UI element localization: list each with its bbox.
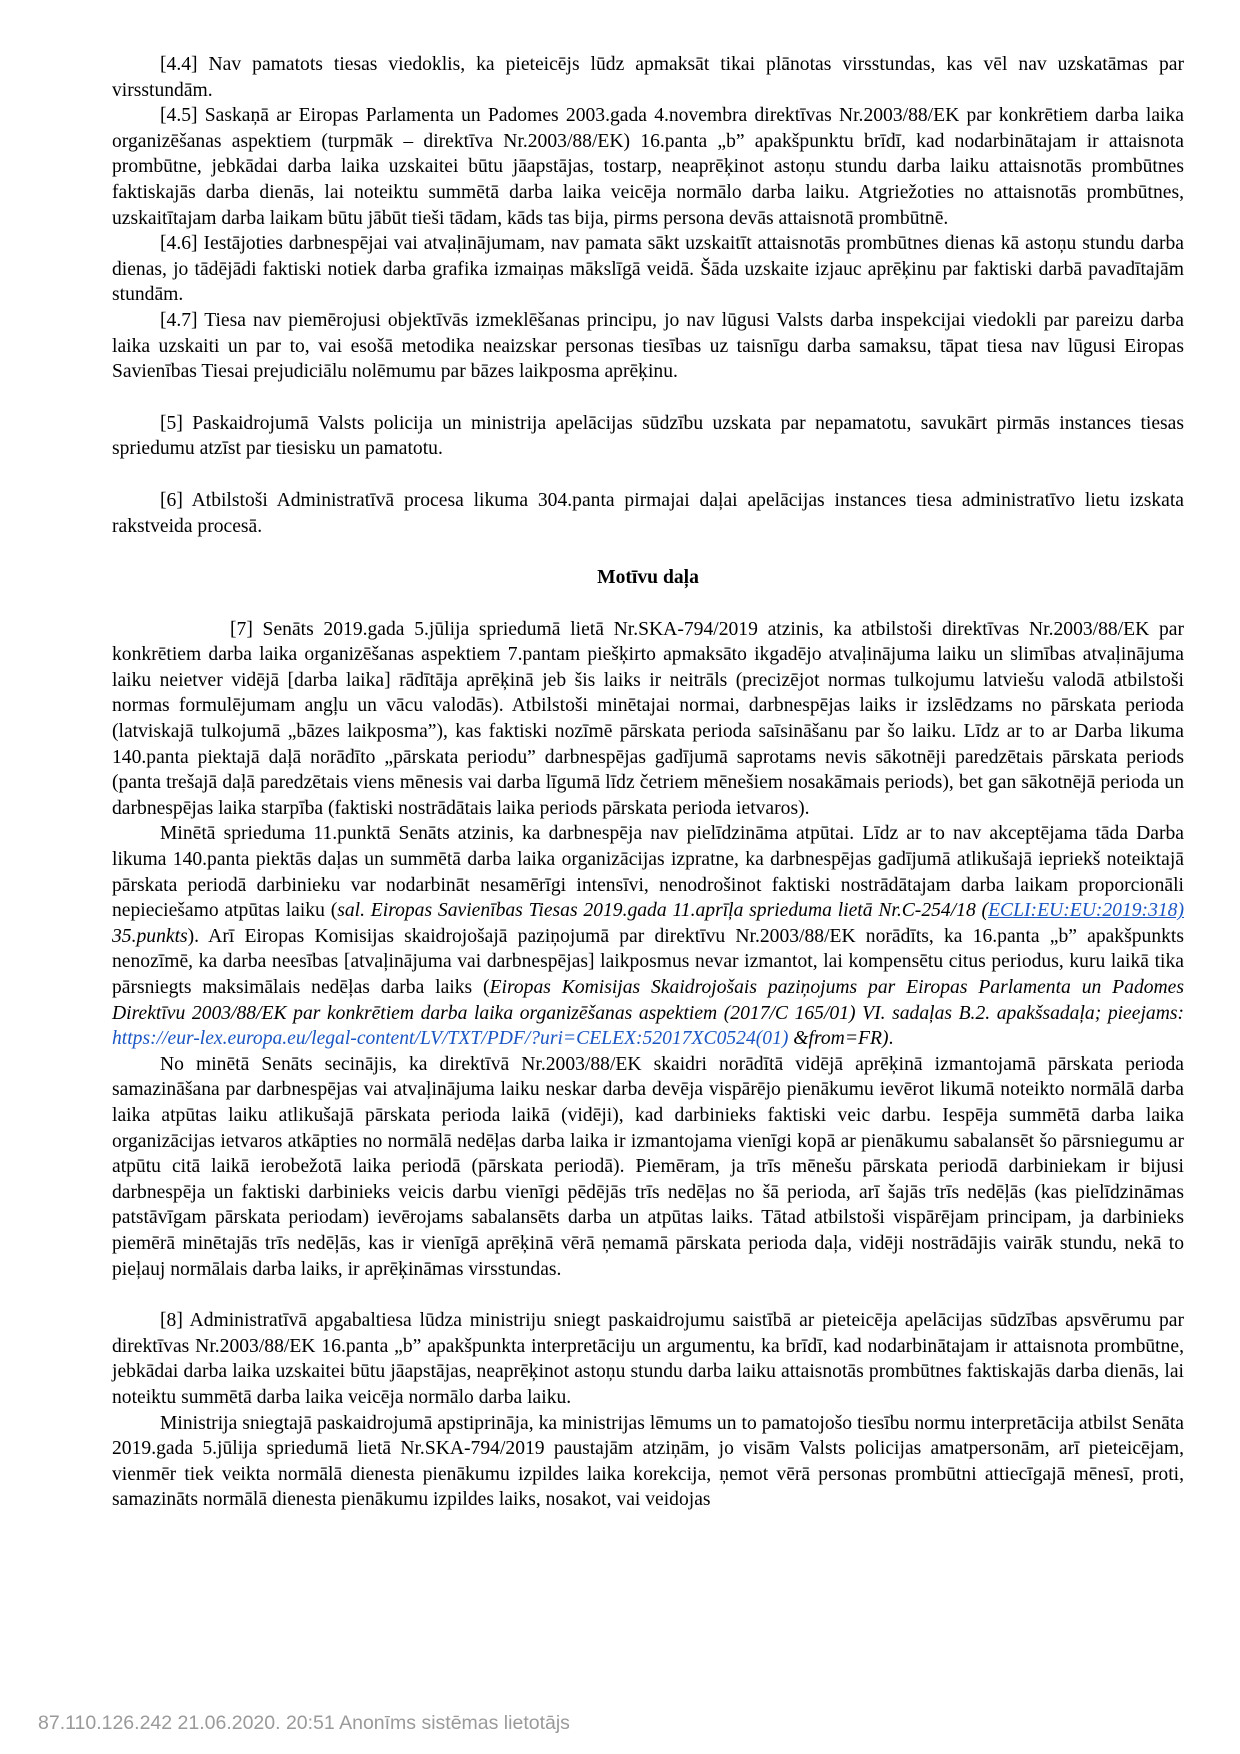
paragraph-7-citation: Minētā sprieduma 11.punktā Senāts atzinis, ka darbnespēja nav pielīdzināma atpūtai. Līdz ar to nav akceptējama tāda Darba likuma 140.panta piektās daļas un summētā darba laika organizācijas izpratne, ka darbnespējas gadījumā atlikušajā iepriekš noteiktajā pārskata periodā darbinieku var nodarbināt nesamērīgi intensīvi, nenodrošinot faktiski nostrādātajam darba laikam proporcionāli nepieciešamo atpūtas laiku (sal. Eiropas Savienības Tiesas 2019.gada 11.aprīļa sprieduma lietā Nr.C-254/18 (ECLI:EU:EU:2019:318) 35.punkts). Arī Eiropas Komisijas skaidrojošajā paziņojumā par direktīvu Nr.2003/88/EK norādīts, ka 16.panta „b” apakšpunkts nenozīmē, ka darba neesības [atvaļinājuma vai darbnespējas] laikposmus nevar izmantot, lai kompensētu citus periodus, kuru laikā tika pārsniegts maksimālais nedēļas darba laiks (Eiropas Komisijas Skaidrojošais paziņojums par Eiropas Parlamenta un Padomes Direktīvu 2003/88/EK par konkrētiem darba laika organizēšanas aspektiem (2017/C 165/01) VI. sadaļas B.2. apakšsadaļa; pieejams: https://eur-lex.europa.eu/legal-content/LV/TXT/PDF/?uri=CELEX:52017XC0524(01) &from=FR). bbox=[112, 823, 1185, 1050]
eur-lex-link[interactable]: https://eur-lex.europa.eu/legal-content/LV/TXT/PDF/?uri=CELEX:52017XC0524(01) bbox=[112, 1028, 789, 1050]
paragraph-5: [5] Paskaidrojumā Valsts policija un ministrija apelācijas sūdzību uzskata par nepamatotu, savukārt pirmās instances tiesas spriedumu atzīst par tiesisku un pamatotu. bbox=[112, 412, 1184, 460]
paragraph-spacer bbox=[112, 385, 1184, 411]
paragraph-spacer bbox=[112, 591, 1184, 617]
paragraph-4-4: [4.4] Nav pamatots tiesas viedoklis, ka pieteicējs lūdz apmaksāt tikai plānotas virsstundas, kas vēl nav uzskatāmas par virsstundām. bbox=[112, 54, 1184, 101]
paragraph-4-5: [4.5] Saskaņā ar Eiropas Parlamenta un Padomes 2003.gada 4.novembra direktīvas Nr.2003/88/EK par konkrētiem darba laika organizēšanas aspektiem (turpmāk – direktīva Nr.2003/88/EK) 16.panta „b” apakšpunktu brīdī, kad nodarbinātajam ir attaisnota prombūtne, jebkādai darba laika uzskaitei būtu jāapstājas, tostarp, neaprēķinot astoņu stundu darba laiku attaisnotās prombūtnes faktiskajās darba dienās, lai noteiktu summētā darba laika veicēja normālo darba laiku. Atgriežoties no attaisnotās prombūtnes, uzskaitītajam darba laikam būtu jābūt tieši tādam, kāds tas bija, pirms persona devās attaisnotā prombūtnē. bbox=[112, 105, 1184, 229]
access-footer: 87.110.126.242 21.06.2020. 20:51 Anonīms sistēmas lietotājs bbox=[38, 1712, 570, 1734]
section-heading: Motīvu daļa bbox=[597, 567, 699, 589]
paragraph-4-7: [4.7] Tiesa nav piemērojusi objektīvās izmeklēšanas principu, jo nav lūgusi Valsts darba inspekcijai viedokli par pareizu darba laika uzskaiti un par to, vai esošā metodika neaizskar personas tiesības uz taisnīgu darba samaksu, tāpat tiesa nav lūgusi Eiropas Savienības Tiesai prejudiciālu nolēmumu par bāzes laikposma aprēķinu. bbox=[112, 309, 1184, 383]
paragraph-7: [7] Senāts 2019.gada 5.jūlija spriedumā lietā Nr.SKA-794/2019 atzinis, ka atbilstoši direktīvas Nr.2003/88/EK par konkrētiem darba laika organizēšanas aspektiem 7.pantam piešķirto apmaksāto ikgadējo atvaļinājuma laiku un slimības atvaļinājuma laiku neietver vidējā [darba laika] rādītāja aprēķinā jeb šis laiks ir neitrāls (precizējot normas tulkojumu latviešu valodā atbilstoši normas formulējumam angļu un vācu valodās). Atbilstoši minētajai normai, darbnespējas laiks ir izslēdzams no pārskata perioda (latviskajā tulkojumā „bāzes laikposma”), kas faktiski nozīmē pārskata perioda saīsināšanu par šo laiku. Līdz ar to ar Darba likuma 140.panta piektajā daļā norādīto „pārskata periodu” darbnespējas gadījumā saprotams nevis sākotnēji paredzētais pārskata periods (panta trešajā daļā paredzētais viens mēnesis vai darba līgumā līdz četriem mēnešiem nosakāmais periods), bet gan sākotnējā perioda un darbnespējas laika starpība (faktiski nostrādātais laika periods pārskata perioda ietvaros). bbox=[112, 618, 1184, 819]
paragraph-spacer bbox=[112, 462, 1184, 488]
paragraph-8: [8] Administratīvā apgabaltiesa lūdza ministriju sniegt paskaidrojumu saistībā ar pieteicēja apelācijas sūdzības apsvērumu par direktīvas Nr.2003/88/EK 16.panta „b” apakšpunkta interpretāciju un argumentu, ka brīdī, kad nodarbinātajam ir attaisnota prombūtne, jebkādai darba laika uzskaitei būtu jāapstājas, neaprēķinot astoņu stundu darba laiku attaisnotās prombūtnes faktiskajās darba dienās, lai noteiktu summētā darba laika veicēja normālo darba laiku. bbox=[112, 1310, 1184, 1408]
commission-citation: Eiropas Komisijas Skaidrojošais paziņojums par Eiropas Parlamenta un Padomes Direktīvu 2003/88/EK par konkrētiem darba laika organizēšanas aspektiem (2017/C 165/01) VI. sadaļas B.2. apakšsadaļa; pieejams: https://eur-lex.europa.eu/legal-content/LV/TXT/PDF/?uri=CELEX:52017XC0524(01) &from=FR) bbox=[112, 977, 1185, 1050]
paragraph-4-6: [4.6] Iestājoties darbnespējai vai atvaļinājumam, nav pamata sākt uzskaitīt attaisnotās prombūtnes dienas kā astoņu stundu darba dienas, jo tādējādi faktiski notiek darba grafika izmaiņas mākslīgā veidā. Šāda uzskaite izjauc aprēķinu par faktiski darbā pavadītajām stundām. bbox=[112, 233, 1184, 306]
paragraph-8-ministry: Ministrija sniegtajā paskaidrojumā apstiprināja, ka ministrijas lēmums un to pamatojošo tiesību normu interpretācija atbilst Senāta 2019.gada 5.jūlija spriedumā lietā Nr.SKA-794/2019 paustajām atziņām, jo visām Valsts policijas amatpersonām, arī pieteicējam, vienmēr tiek veikta normālā dienesta pienākumu izpildes laika korekcija, ņemot vērā personas prombūtni attiecīgajā mēnesī, proti, samazināts normālā dienesta pienākumu izpildes laiks, nosakot, vai veidojas bbox=[112, 1412, 1184, 1511]
paragraph-7-citation-middle: ). Arī Eiropas Komisijas skaidrojošajā paziņojumā par direktīvu Nr.2003/88/EK norādīts, ka 16.panta „b” apakšpunkts nenozīmē, ka darba neesības [atvaļinājuma vai darbnespējas] laikposmus nevar izmantot, lai kompensētu citus periodus, kuru laikā tika pārsniegts maksimālais nedēļas darba laiks ( bbox=[112, 925, 1184, 998]
paragraph-spacer bbox=[112, 539, 1184, 565]
paragraph-7-citation-start: Minētā sprieduma 11.punktā Senāts atzinis, ka darbnespēja nav pielīdzināma atpūtai. Līdz ar to nav akceptējama tāda Darba likuma 140.panta piektās daļas un summētā darba laika organizācijas izpratne, ka darbnespējas gadījumā atlikušajā iepriekš noteiktajā pārskata periodā darbinieku var nodarbināt nesamērīgi intensīvi, nenodrošinot faktiski nostrādātajam darba laikam proporcionāli nepieciešamo atpūtas laiku ( bbox=[112, 823, 1184, 922]
ecli-link[interactable]: ECLI:EU:EU:2019:318) bbox=[988, 900, 1184, 922]
document-body bbox=[112, 52, 1184, 1513]
paragraph-6: [6] Atbilstoši Administratīvā procesa likuma 304.panta pirmajai daļai apelācijas instances tiesa administratīvo lietu izskata rakstveida procesā. bbox=[112, 489, 1184, 537]
court-citation: sal. Eiropas Savienības Tiesas 2019.gada 11.aprīļa sprieduma lietā Nr.C-254/18 (ECLI:EU:EU:2019:318) 35.punkts bbox=[112, 900, 1184, 947]
paragraph-spacer bbox=[112, 1282, 1184, 1308]
paragraph-7-conclusion: No minētā Senāts secinājis, ka direktīvā Nr.2003/88/EK skaidri norādītā vidējā aprēķinā izmantojamā pārskata perioda samazināšana par darbnespējas vai atvaļinājuma laiku neskar darba devēja vispārējo pienākumu ievērot likumā noteikto normālā darba laika atpūtas laiku atlikušajā pārskata perioda laikā (vidēji), kad darbinieks faktiski veic darbu. Iespēja summētā darba laika organizācijas ietvaros atkāpties no normālā nedēļas darba laika ir izmantojama vienīgi kopā ar pienākumu sabalansēt šo pārsniegumu ar atpūtu citā laikā ierobežotā laika periodā (pārskata periodā). Piemēram, ja trīs mēnešu pārskata periodā darbiniekam ir bijusi darbnespēja un faktiski darbinieks veicis darbu vienīgi pēdējās trīs nedēļas no šā perioda, arī šajās trīs nedēļās (kas pielīdzināmas patstāvīgam pārskata periodam) ievērojams sabalansēts darba un atpūtas laiks. Tātad atbilstoši vispārējam principam, ja darbinieks piemērā minētajās trīs nedēļās, kas ir vienīgā aprēķinā vērā ņemamā pārskata perioda daļa, vidēji nostrādājis vairāk stundu, nekā to pieļauj normālais darba laiks, ir aprēķināmas virsstundas. bbox=[112, 1053, 1184, 1280]
